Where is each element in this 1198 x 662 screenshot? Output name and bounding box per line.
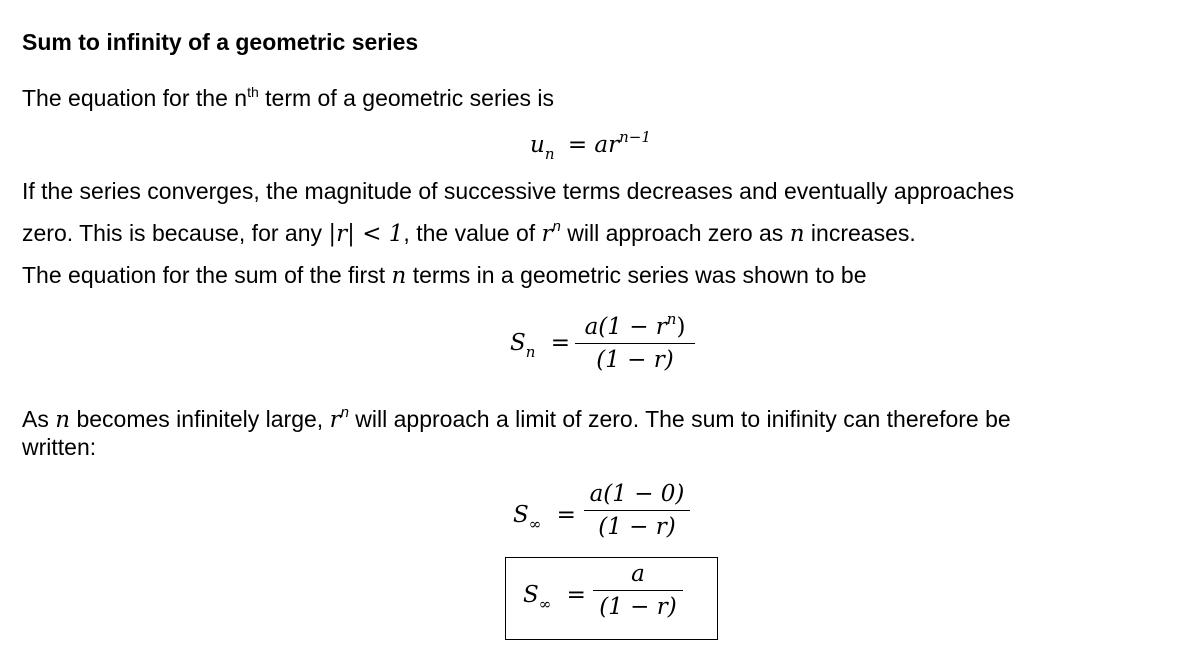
paragraph-infinite-line2: written: — [22, 434, 97, 460]
fraction-bar — [584, 510, 690, 511]
equation-infinity-fraction: a(1 − 0) (1 − r) — [584, 481, 690, 540]
fraction-bar — [593, 590, 683, 591]
paragraph-infinite-line1: As n becomes infinitely large, $r^n$ will approach a limit of zero. The sum to inifinity can therefore be — [22, 404, 1011, 433]
paragraph-sum-n-terms: The equation for the sum of the first n terms in a geometric series was shown to be — [22, 262, 867, 289]
equation-nth-term: $u_n = ar^{n-1}$ — [530, 128, 651, 163]
equation-result-lhs: $S_\infty$ = — [523, 582, 586, 613]
equation-sum-lhs: $S_n$ = — [510, 330, 571, 361]
paragraph-nth-term: The equation for the $n^{th}$ term of a geometric series is — [22, 84, 555, 111]
fraction-bar — [575, 343, 695, 344]
paragraph-convergence-line2: zero. This is because, for any |r| < 1, the value of $r^n$ will approach zero as n increases. — [22, 218, 916, 247]
section-heading: Sum to infinity of a geometric series — [22, 29, 419, 55]
equation-sum-fraction: $a(1 - r^n)$ (1 − r) — [575, 310, 695, 373]
equation-infinity-lhs: $S_\infty$ = — [513, 502, 576, 533]
equation-result-fraction: a (1 − r) — [593, 561, 683, 620]
paragraph-convergence-line1: If the series converges, the magnitude of successive terms decreases and eventually approaches — [22, 178, 1015, 204]
